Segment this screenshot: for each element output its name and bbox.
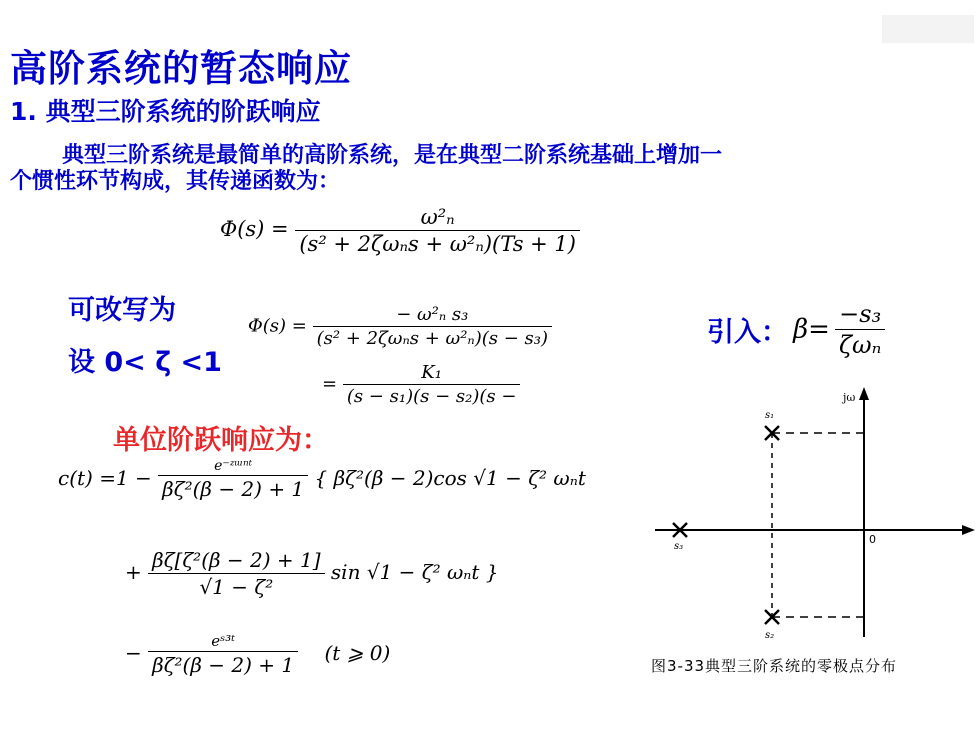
step-response-line-2 — [125, 548, 499, 599]
intro-line-1: 典型三阶系统是最简单的高阶系统，是在典型二阶系统基础上增加一 — [62, 143, 723, 168]
c3-minus: − — [125, 641, 142, 665]
intro-paragraph — [10, 143, 950, 195]
c2-plus: + — [125, 560, 142, 584]
beta-numerator: −s₃ — [839, 300, 882, 328]
phi-lhs: Φ(s) = — [220, 217, 289, 241]
phi-numerator: ω²ₙ — [420, 205, 455, 229]
c2-fraction — [148, 548, 324, 599]
c1-tail: { βζ²(β − 2)cos √1 − ζ² ωₙt — [314, 466, 586, 490]
transfer-function — [220, 205, 580, 256]
page-title: 高阶系统的暂态响应 — [10, 47, 352, 90]
c3-condition: (t ⩾ 0) — [324, 641, 391, 665]
c3-denominator: βζ²(β − 2) + 1 — [148, 651, 298, 677]
phi3-denominator: (s − s₁)(s − s₂)(s − — [343, 384, 521, 407]
phi3-fraction — [343, 362, 521, 407]
pole-s3-label: s₃ — [674, 541, 684, 552]
c1-denominator: βζ²(β − 2) + 1 — [158, 475, 308, 501]
phi2-lhs: Φ(s) = — [248, 315, 307, 337]
beta-lhs: β= — [793, 314, 830, 345]
c-lhs: c(t) =1 − — [58, 466, 152, 490]
corner-placeholder — [882, 15, 974, 43]
phi3-equals: = — [322, 373, 338, 395]
beta-denominator: ζωₙ — [835, 329, 885, 359]
real-axis-arrow — [962, 525, 975, 535]
c3-fraction — [148, 632, 298, 677]
step-response-line-3 — [125, 632, 390, 677]
section-heading: 1. 典型三阶系统的阶跃响应 — [10, 97, 321, 126]
step-response-line-1 — [58, 458, 586, 501]
pole-s1-label: s₁ — [765, 410, 775, 421]
rewrite-label: 可改写为 — [68, 295, 176, 326]
rewritten-function — [248, 304, 552, 349]
pole-zero-plot — [650, 385, 975, 655]
phi3-numerator: K₁ — [421, 362, 442, 383]
intro-line-2: 个惯性环节构成，其传递函数为： — [10, 169, 341, 194]
imaginary-axis-arrow — [859, 387, 869, 400]
c2-numerator: βζ[ζ²(β − 2) + 1] — [152, 548, 321, 572]
c2-tail: sin √1 − ζ² ωₙt } — [330, 560, 499, 584]
phi2-numerator: − ω²ₙ s₃ — [396, 304, 469, 325]
c3-numerator: eˢ³ᵗ — [211, 632, 235, 650]
imaginary-axis-label: jω — [843, 391, 856, 404]
pole-s2-label: s₂ — [765, 630, 775, 641]
factored-function — [322, 362, 520, 407]
introduce-label: 引入： — [707, 317, 788, 348]
c1-fraction — [158, 458, 308, 501]
unit-step-label: 单位阶跃响应为： — [113, 425, 329, 456]
phi-fraction — [295, 205, 580, 256]
assumption-label: 设 0< ζ <1 — [68, 347, 222, 378]
phi-denominator: (s² + 2ζωₙs + ω²ₙ)(Ts + 1) — [295, 230, 580, 256]
phi2-fraction — [313, 304, 552, 349]
phi2-denominator: (s² + 2ζωₙs + ω²ₙ)(s − s₃) — [313, 326, 552, 349]
origin-label: 0 — [869, 533, 876, 546]
c2-denominator: √1 − ζ² — [148, 573, 324, 599]
figure-caption: 图3-33典型三阶系统的零极点分布 — [651, 657, 898, 675]
beta-definition — [707, 300, 885, 359]
c1-numerator: e⁻ᶻᵚⁿᵗ — [214, 458, 253, 474]
beta-fraction — [835, 300, 885, 359]
